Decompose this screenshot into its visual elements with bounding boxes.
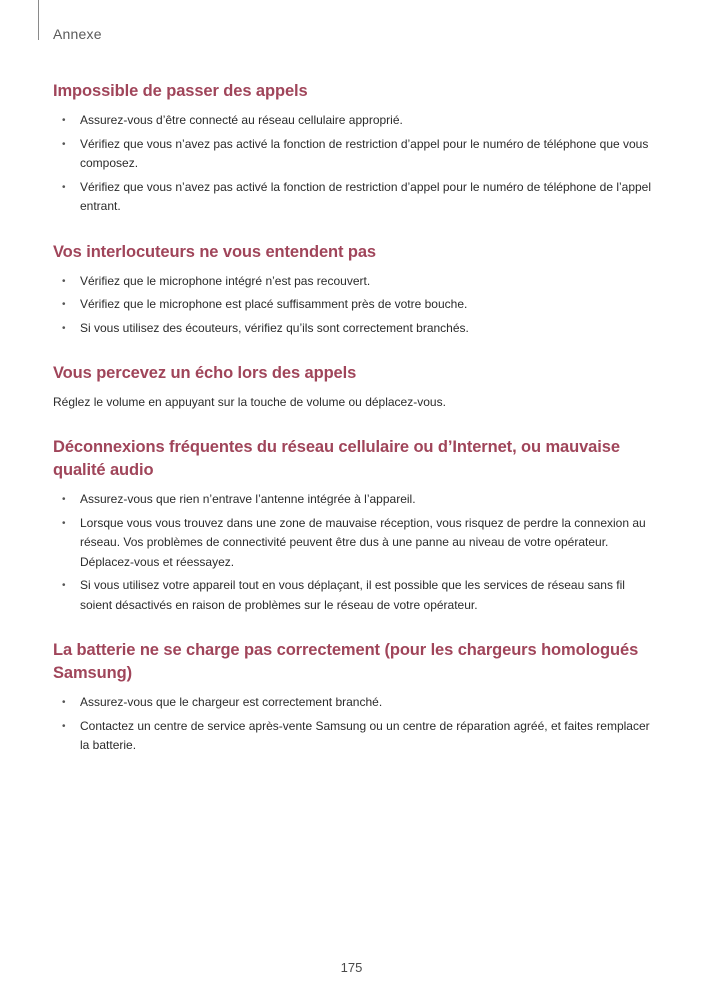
bullet-icon: • <box>62 580 66 591</box>
page-content <box>53 80 653 780</box>
section-echo <box>53 362 653 412</box>
bullet-list <box>53 111 653 217</box>
list-item <box>53 272 653 292</box>
list-item <box>53 295 653 315</box>
header-divider <box>38 0 39 40</box>
list-item-text: Assurez-vous que le chargeur est correctement branché. <box>80 695 383 709</box>
section-title: Vos interlocuteurs ne vous entendent pas <box>53 242 377 261</box>
section-title: Impossible de passer des appels <box>53 82 308 100</box>
bullet-list <box>53 693 653 756</box>
list-item-text: Si vous utilisez des écouteurs, vérifiez qu’ils sont correctement branchés. <box>80 320 469 335</box>
section-paragraph: Réglez le volume en appuyant sur la touche de volume ou déplacez-vous. <box>53 395 446 409</box>
list-item-text: Contactez un centre de service après-vente Samsung ou un centre de réparation agréé, et faites remplacer la batterie. <box>80 718 650 752</box>
bullet-icon: • <box>62 138 66 150</box>
list-item <box>53 319 653 339</box>
list-item <box>53 514 653 573</box>
list-item <box>53 135 653 174</box>
bullet-icon: • <box>62 697 66 708</box>
bullet-icon: • <box>62 181 66 193</box>
list-item <box>53 490 653 510</box>
bullet-icon: • <box>62 494 66 505</box>
list-item-text: Assurez-vous d’être connecté au réseau cellulaire approprié. <box>80 113 403 127</box>
section-not-heard <box>53 241 653 339</box>
list-item <box>53 717 653 756</box>
bullet-list <box>53 490 653 615</box>
list-item-text: Vérifiez que vous n’avez pas activé la fonction de restriction d’appel pour le numéro de téléphone de l’appel entrant. <box>80 179 652 213</box>
bullet-icon: • <box>62 517 66 529</box>
page-number: 175 <box>340 960 363 975</box>
bullet-icon: • <box>62 720 66 732</box>
list-item-text: Lorsque vous vous trouvez dans une zone de mauvaise réception, vous risquez de perdre la connexion au réseau. Vos problèmes de connectivité peuvent être dus à une panne au niveau de votre opérateur. Déplacez-vous et réessayez. <box>80 515 646 569</box>
section-title: La batterie ne se charge pas correctement (pour les chargeurs homologués Samsung) <box>53 641 639 682</box>
header-label: Annexe <box>53 26 102 42</box>
list-item-text: Vérifiez que le microphone intégré n’est pas recouvert. <box>80 273 371 288</box>
section-title: Vous percevez un écho lors des appels <box>53 364 357 382</box>
list-item-text: Vérifiez que le microphone est placé suffisamment près de votre bouche. <box>80 297 468 311</box>
list-item <box>53 178 653 217</box>
list-item-text: Vérifiez que vous n’avez pas activé la fonction de restriction d’appel pour le numéro de téléphone que vous composez. <box>80 136 649 170</box>
list-item <box>53 693 653 713</box>
list-item <box>53 111 653 131</box>
bullet-icon: • <box>62 299 66 310</box>
section-disconnections <box>53 436 653 615</box>
section-call-issues <box>53 80 653 217</box>
bullet-icon: • <box>62 322 66 334</box>
bullet-icon: • <box>62 115 66 126</box>
list-item-text: Si vous utilisez votre appareil tout en vous déplaçant, il est possible que les services de réseau sans fil soient désactivés en raison de problèmes sur le réseau de votre opérateur. <box>80 578 625 612</box>
list-item-text: Assurez-vous que rien n’entrave l’antenne intégrée à l’appareil. <box>80 492 416 506</box>
list-item <box>53 576 653 615</box>
bullet-icon: • <box>62 275 66 287</box>
bullet-list <box>53 272 653 339</box>
section-battery <box>53 639 653 756</box>
section-title: Déconnexions fréquentes du réseau cellulaire ou d’Internet, ou mauvaise qualité audio <box>53 438 620 479</box>
